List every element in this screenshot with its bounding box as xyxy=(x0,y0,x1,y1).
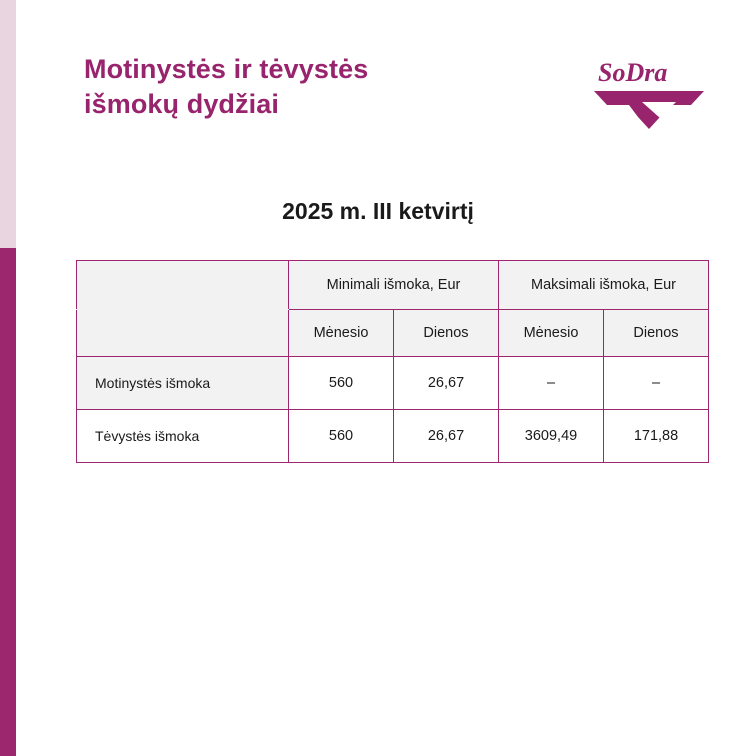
page-title-line-1: Motinystės ir tėvystės xyxy=(84,54,369,84)
table-row xyxy=(77,357,709,410)
maternity-maximal-monthly: – xyxy=(499,357,604,410)
header-group-maximal: Maksimali išmoka, Eur xyxy=(499,261,709,310)
page-title xyxy=(84,52,504,121)
header-maximal-monthly: Mėnesio xyxy=(499,310,604,357)
maternity-minimal-monthly: 560 xyxy=(289,357,394,410)
header-maximal-daily: Dienos xyxy=(604,310,709,357)
paternity-minimal-daily: 26,67 xyxy=(394,410,499,463)
rates-table-wrapper xyxy=(76,260,708,463)
header-minimal-daily: Dienos xyxy=(394,310,499,357)
sodra-logo xyxy=(590,55,708,135)
maternity-minimal-daily: 26,67 xyxy=(394,357,499,410)
paternity-minimal-monthly: 560 xyxy=(289,410,394,463)
svg-text:SoDra: SoDra xyxy=(598,58,668,87)
header-minimal-monthly: Mėnesio xyxy=(289,310,394,357)
paternity-maximal-monthly: 3609,49 xyxy=(499,410,604,463)
row-label-maternity: Motinystės išmoka xyxy=(77,357,289,410)
paternity-maximal-daily: 171,88 xyxy=(604,410,709,463)
maternity-maximal-daily: – xyxy=(604,357,709,410)
header-corner-blank xyxy=(77,261,289,310)
page-title-line-2: išmokų dydžiai xyxy=(84,88,279,119)
table-row xyxy=(77,410,709,463)
rates-table xyxy=(76,260,709,463)
header-corner-blank-2 xyxy=(77,310,289,357)
table-header-sub-row xyxy=(77,310,709,357)
table-header-group-row xyxy=(77,261,709,310)
row-label-paternity: Tėvystės išmoka xyxy=(77,410,289,463)
header-group-minimal: Minimali išmoka, Eur xyxy=(289,261,499,310)
period-subtitle: 2025 m. III ketvirtį xyxy=(282,198,474,224)
left-stripe-accent xyxy=(0,248,16,756)
